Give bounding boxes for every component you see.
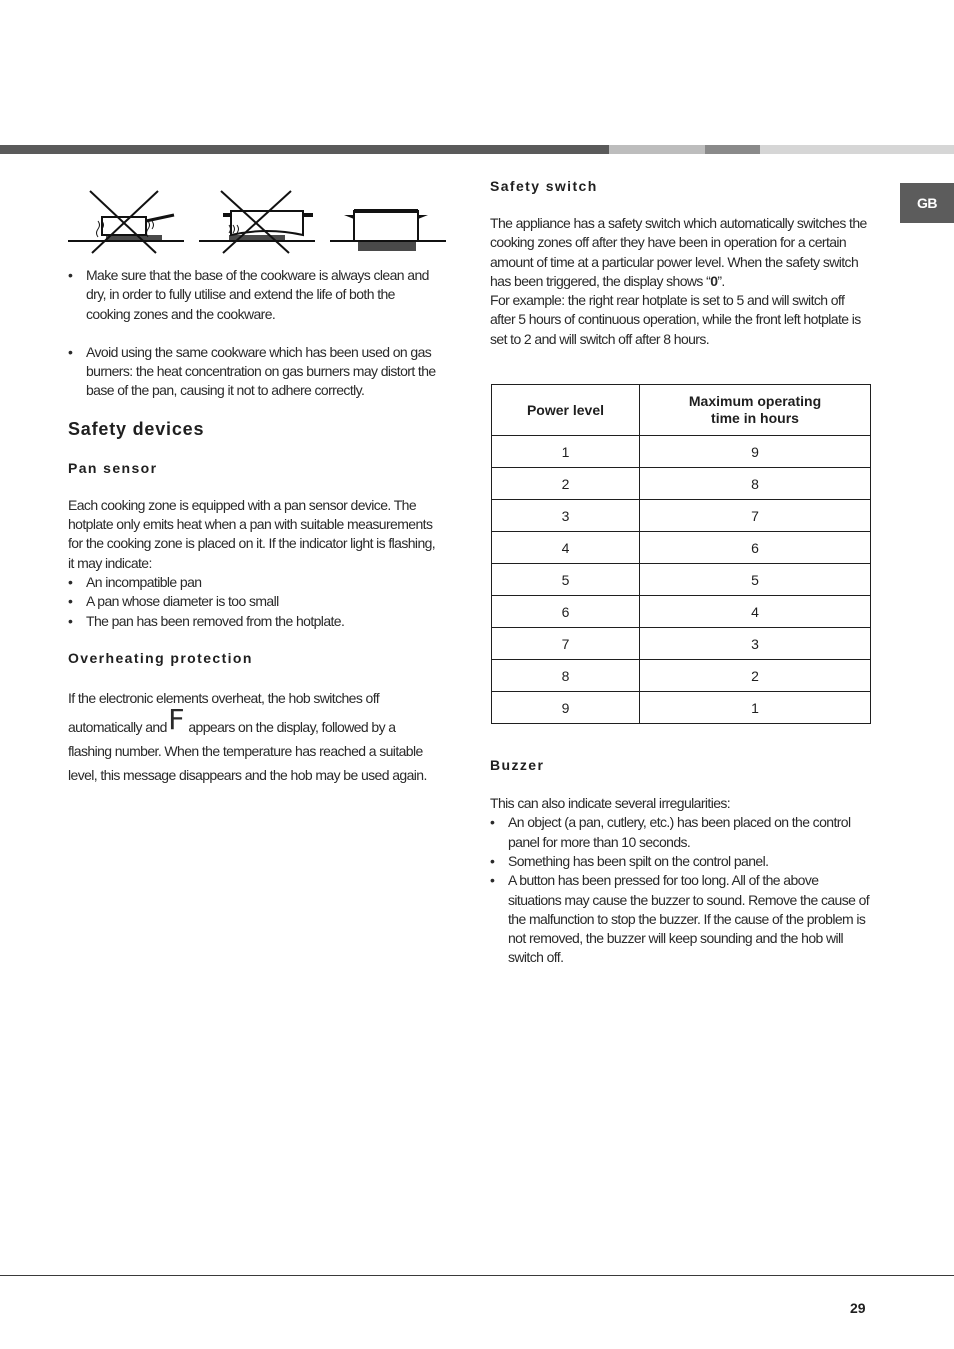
footer-divider: [0, 1275, 954, 1276]
col-header-max-time: [640, 385, 871, 436]
table-row: [492, 564, 871, 596]
list-item: • A button has been pressed for too long. All of the above situations may cause the buzzer to sound. Remove the cause of the malfunction to stop the buzzer. If the cause of the problem is not removed, the buzzer will keep sounding and the hob will switch off.: [490, 871, 872, 967]
display-0-symbol: 0: [710, 272, 718, 289]
safety-switch-text: [490, 214, 872, 349]
list-item: • Something has been spilt on the control panel.: [490, 852, 872, 871]
table-cell: 8: [492, 660, 640, 692]
table-row: [492, 500, 871, 532]
table-cell: 4: [492, 532, 640, 564]
overheating-text: [68, 686, 440, 787]
table-row: [492, 596, 871, 628]
display-f-symbol: F: [167, 702, 185, 736]
table-row: [492, 436, 871, 468]
table-cell: 8: [640, 468, 871, 500]
deformed-pan-crossed-icon: [199, 185, 315, 257]
buzzer-intro: This can also indicate several irregularities:: [490, 795, 731, 812]
col-header-line2: time in hours: [711, 410, 799, 427]
list-item: • Avoid using the same cookware which has been used on gas burners: the heat concentration on gas burners may distort the base of the pan, causing it not to adhere correctly.: [68, 343, 440, 401]
header-color-bar: [0, 145, 954, 154]
safety-switch-text-end: ”.: [717, 272, 725, 289]
overheating-after: appears on the display, followed by a flashing number. When the temperature has reached a suitable level, this message disappears and the hob may be used again.: [68, 718, 427, 783]
table-row: [492, 628, 871, 660]
buzzer-list: [490, 813, 872, 967]
table-cell: 7: [640, 500, 871, 532]
safety-switch-text-part: The appliance has a safety switch which automatically switches the cooking zones off after they have been in operation for a certain amount of time at a particular power level. When the safety switch has been triggered, the display shows “: [490, 215, 867, 289]
overheating-title: Overheating protection: [68, 649, 253, 666]
table-header-row: [492, 385, 871, 436]
table-cell: 9: [492, 692, 640, 724]
table-row: [492, 660, 871, 692]
safety-switch-title: Safety switch: [490, 178, 598, 194]
table-row: [492, 532, 871, 564]
table-row: [492, 468, 871, 500]
correct-pan-icon: [330, 185, 446, 257]
list-item: • The pan has been removed from the hotplate.: [68, 612, 440, 631]
overheating-before: automatically and: [68, 718, 167, 735]
table-cell: 2: [640, 660, 871, 692]
list-item: • An incompatible pan: [68, 573, 440, 592]
table-cell: 9: [640, 436, 871, 468]
page-number: 29: [850, 1300, 866, 1316]
table-cell: 4: [640, 596, 871, 628]
pan-sensor-text: Each cooking zone is equipped with a pan sensor device. The hotplate only emits heat when a pan with suitable measurements for the cooking zone is placed on it. If the indicator light is flashing, it may indicate:: [68, 496, 436, 571]
col-header-line1: Maximum operating: [688, 393, 822, 410]
col-header-power-level: Power level: [492, 385, 640, 436]
safety-switch-table: [491, 384, 871, 724]
language-tab: GB: [900, 183, 954, 223]
left-column: [68, 185, 440, 787]
right-column: [490, 178, 872, 968]
table-cell: 3: [640, 628, 871, 660]
list-item: • Make sure that the base of the cookware is always clean and dry, in order to fully utilise and extend the life of both the cooking zones and the cookware.: [68, 266, 440, 324]
pan-sensor-list: [68, 573, 440, 631]
buzzer-title: Buzzer: [490, 757, 545, 774]
table-cell: 3: [492, 500, 640, 532]
section-title: Safety devices: [68, 418, 205, 439]
overheating-line1: If the electronic elements overheat, the hob switches off: [68, 689, 380, 706]
cookware-tips-list: [68, 266, 440, 401]
table-cell: 2: [492, 468, 640, 500]
cookware-illustration: [68, 185, 440, 257]
list-item: • A pan whose diameter is too small: [68, 592, 440, 611]
safety-switch-example: For example: the right rear hotplate is set to 5 and will switch off after 5 hours of continuous operation, while the front left hotplate is set to 2 and will switch off after 8 hours.: [490, 292, 861, 347]
table-cell: 5: [640, 564, 871, 596]
table-cell: 1: [492, 436, 640, 468]
pan-sensor-title: Pan sensor: [68, 459, 158, 476]
table-cell: 5: [492, 564, 640, 596]
list-item: • An object (a pan, cutlery, etc.) has been placed on the control panel for more than 10 seconds.: [490, 813, 872, 852]
table-cell: 1: [640, 692, 871, 724]
table-cell: 6: [492, 596, 640, 628]
table-row: [492, 692, 871, 724]
table-cell: 6: [640, 532, 871, 564]
small-pan-crossed-icon: [68, 185, 184, 257]
table-cell: 7: [492, 628, 640, 660]
